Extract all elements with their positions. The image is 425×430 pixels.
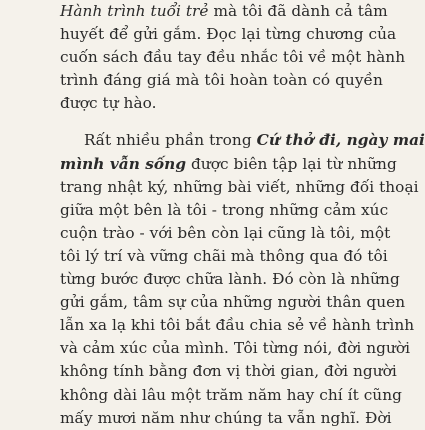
paragraph-line: [60, 129, 425, 152]
paragraph-line: không dài lâu một trăm năm hay chí ít cũng: [60, 385, 402, 404]
paragraph-line: từng bước được chữa lành. Đó còn là những: [60, 270, 400, 289]
page-text: [60, 0, 425, 430]
line-text: mà tôi đã dành cả tâm: [208, 2, 388, 20]
paragraph-1: [60, 0, 406, 115]
line-text: Rất nhiều phần trong: [84, 131, 257, 150]
line-text: được biên tập lại từ những: [186, 154, 397, 173]
paragraph-line: giữa một bên là tôi - trong những cảm xúc: [60, 200, 389, 219]
paragraph-line: và cảm xúc của mình. Tôi từng nói, đời người: [60, 339, 411, 358]
paragraph-line: lẫn xa lạ khi tôi bắt đầu chia sẻ về hành trình: [60, 316, 415, 335]
paragraph-spacer: [60, 115, 380, 129]
paragraph-line: cuốn sách đầu tay đều nhắc tôi về một hành: [60, 48, 406, 67]
book-title-hanh-trinh-tuoi-tre: Hành trình tuổi trẻ: [60, 2, 209, 20]
paragraph-line: [60, 0, 388, 23]
book-title-cu-tho-di-cont: mình vẫn sống: [60, 154, 187, 173]
paragraph-line: gửi gắm, tâm sự của những người thân quen: [60, 293, 406, 312]
paragraph-line: trang nhật ký, những bài viết, những đối thoại: [60, 177, 419, 196]
paragraph-line: cuộn trào - với bên còn lại cũng là tôi, một: [60, 223, 391, 242]
paragraph-line: được tự hào.: [60, 94, 157, 113]
paragraph-line: mấy mươi năm như chúng ta vẫn nghĩ. Đời: [60, 408, 392, 427]
paragraph-line: không tính bằng đơn vị thời gian, đời người: [60, 362, 397, 381]
paragraph-line: [60, 153, 397, 176]
paragraph-2: [60, 129, 425, 429]
book-title-cu-tho-di: Cứ thở đi, ngày mai: [256, 131, 425, 150]
paragraph-line: huyết để gửi gắm. Đọc lại từng chương của: [60, 25, 397, 44]
paragraph-line: tôi lý trí và vững chãi mà thông qua đó tôi: [60, 246, 388, 265]
paragraph-line: trình đáng giá mà tôi hoàn toàn có quyền: [60, 71, 383, 90]
